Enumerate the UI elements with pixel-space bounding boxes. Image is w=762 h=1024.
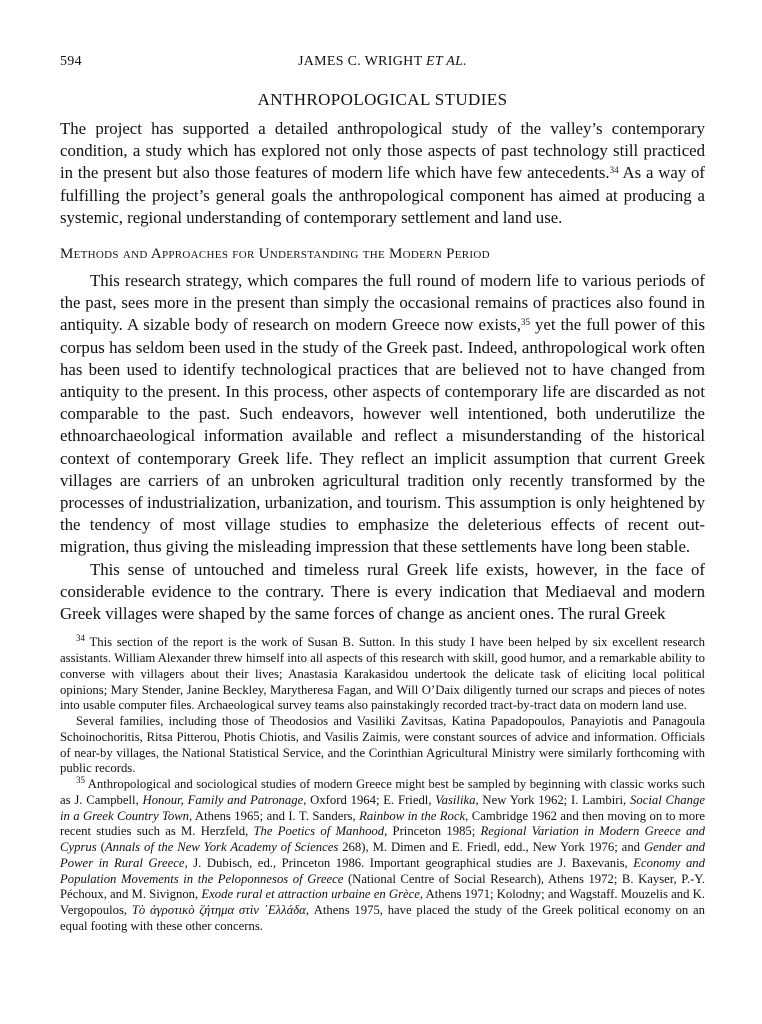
page-number: 594 <box>60 54 82 69</box>
fn35-text-3: , New York 1962; I. Lambiri, <box>475 792 630 807</box>
fn35-text-5: , Cambridge 1962 and then moving on to more recent studies such as M. Herzfeld, <box>60 808 705 839</box>
fn35-text-1: Anthropological and sociological studies of modern Greece might best be sampled by beginning with classic works such as J. Campbell, <box>60 777 705 807</box>
fn35-text-4: , Athens 1965; and I. T. Sanders, <box>189 808 360 823</box>
footnotes <box>60 635 705 934</box>
footnote-35-number: 35 <box>76 775 85 786</box>
journal-page <box>60 54 705 935</box>
footnote-34-text: This section of the report is the work of Susan B. Sutton. In this study I have been helped by six excellent research assistants. William Alexander threw himself into all aspects of this research with skill, good humor, and a remarkable ability to converse with villagers about their lives; Anastasia Karakasidou undertook the delicate task of eliciting local political opinions; Mary Stender, Janine Beckley, Marytheresa Fagan, and Will O’Daix diligently turned our scraps and pieces of notes into usable computer files. Archaeological survey teams also painstakingly recorded tract-by-tract data on modern land use. <box>60 635 705 713</box>
para1-text-a: This research strategy, which compares the full round of modern life to various periods of the past, sees more in the present than simply the occasional remains of practices also found in antiquity. A sizable body of research on modern Greece now exists, <box>60 271 705 335</box>
fn35-title-4: Rainbow in the Rock <box>359 808 466 823</box>
running-head-authors <box>60 54 705 70</box>
fn35-title-7: Annals of the New York Academy of Sciences <box>104 840 339 855</box>
footnote-ref-34[interactable]: 34 <box>609 165 619 176</box>
fn35-title-1: Honour, Family and Patronage <box>142 792 304 807</box>
footnote-35 <box>60 777 705 935</box>
fn35-title-11: Τὸ ἀγροτικὸ ζήτημα στὶν ᾿Ελλάδα <box>131 903 306 918</box>
para1-text-b: yet the full power of this corpus has seldom been used in the study of the Greek past. Indeed, anthropological work often has been used to identify technological practices that are believed not to have changed from antiquity to the present. In this process, other aspects of contemporary life are discarded as not comparable to the past. Such endeavors, however well intentioned, both underutilize the ethnoarchaeological information available and reflect a misunderstanding of the historical context of contemporary Greek life. They reflect an implicit assumption that current Greek villages are carriers of an unbroken agricultural tradition only recently transformed by the processes of industrialization, urbanization, and tourism. This assumption is only heightened by the tendency of most village studies to emphasize the deleterious effects of recent out-migration, thus giving the misleading impression that these settlements have long been stable. <box>60 315 706 557</box>
fn35-title-2: Vasilika <box>435 792 476 807</box>
subheading: Methods and Approaches for Understanding the Modern Period <box>60 246 490 263</box>
authors-et-al: ET AL. <box>426 54 467 69</box>
body-paragraph-2: This sense of untouched and timeless rural Greek life exists, however, in the face of considerable evidence to the contrary. There is every indication that Mediaeval and modern Greek villages were shaped by the same forces of change as ancient ones. The rural Greek <box>60 559 705 624</box>
footnote-34-continued: Several families, including those of Theodosios and Vasiliki Zavitsas, Katina Papadopoulos, Panayiotis and Panagoula Schoinochoritis, Ritsa Pitterou, Photis Chiotis, and Vasilis Zaimis, were constant sources of advice and information. Officials of near-by villages, the National Statistical Service, and the Corinthian Agricultural Ministry were similarly forthcoming with public records. <box>60 714 705 776</box>
fn35-text-7: ( <box>96 840 105 855</box>
fn35-text-6: , Princeton 1985; <box>384 824 481 839</box>
fn35-title-3: Social Change in a Greek Country Town <box>60 792 705 823</box>
fn35-title-6: Regional Variation in Modern Greece and Cyprus <box>60 824 705 855</box>
footnote-ref-35[interactable]: 35 <box>520 317 530 328</box>
fn35-title-8: Gender and Power in Rural Greece <box>60 840 705 870</box>
fn35-text-8: 268), M. Dimen and E. Friedl, edd., New York 1976; and <box>338 840 644 855</box>
running-head <box>60 54 705 74</box>
intro-text-b: As a way of fulfilling the project’s general goals the anthropological component has aimed at producing a systemic, regional understanding of contemporary settlement and land use. <box>60 163 706 227</box>
section-title: ANTHROPOLOGICAL STUDIES <box>257 90 508 109</box>
fn35-text-10: (National Centre of Social Research), Athens 1972; B. Kayser, P.-Y. Péchoux, and M. Sivignon, <box>60 871 705 902</box>
fn35-text-9: , J. Dubisch, ed., Princeton 1986. Important geographical studies are J. Baxevanis, <box>184 855 634 870</box>
body-paragraph-1 <box>60 270 705 559</box>
fn35-title-10: Exode rural et attraction urbaine en Grèce <box>201 887 420 902</box>
intro-paragraph <box>60 118 705 229</box>
intro-text-a: The project has supported a detailed anthropological study of the valley’s contemporary condition, a study which has explored not only those aspects of past technology still practiced in the present but also those features of modern life which have few antecedents. <box>60 119 705 183</box>
fn35-text-12: , Athens 1975, have placed the study of the Greek political economy on an equal footing with these other concerns. <box>60 903 705 933</box>
footnote-34 <box>60 635 705 714</box>
fn35-text-11: , Athens 1971; Kolodny; and Wagstaff. Mouzelis and K. Vergopoulos, <box>60 887 705 918</box>
footnote-34-number: 34 <box>76 633 85 644</box>
fn35-title-5: The Poetics of Manhood <box>253 824 385 839</box>
authors-name: JAMES C. WRIGHT <box>298 54 423 69</box>
fn35-title-9: Economy and Population Movements in the Peloponnesos of Greece <box>60 855 705 886</box>
fn35-text-2: , Oxford 1964; E. Friedl, <box>303 792 436 807</box>
